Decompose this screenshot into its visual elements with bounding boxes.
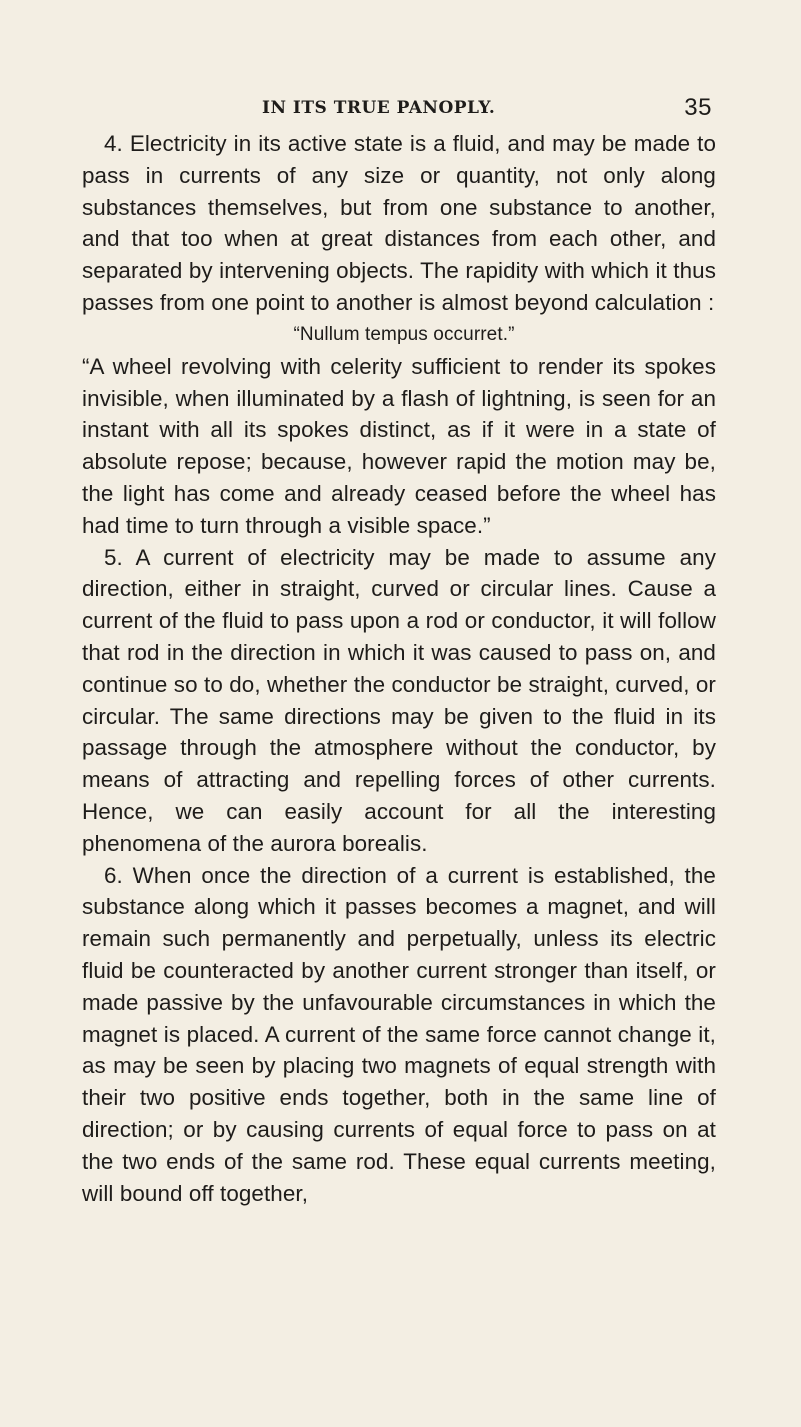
page-number: 35	[684, 94, 712, 121]
paragraph-6: 6. When once the direction of a current is established, the substance along which it passes becomes a magnet, and will remain such permanently and perpetually, unless its electric fluid be counteracted by another current stronger than itself, or made passive by the unfavourable circumstances in which the magnet is placed. A current of the same force cannot change it, as may be seen by placing two magnets of equal strength with their two positive ends together, both in the same line of direction; or by causing currents of equal force to pass on at the two ends of the same rod. These equal currents meeting, will bound off together,	[82, 862, 716, 1206]
running-title: IN ITS TRUE PANOPLY.	[262, 98, 496, 118]
paragraph-5: 5. A current of electricity may be made to assume any direction, either in straight, curved or circular lines. Cause a current of the fluid to pass upon a rod or conductor, it will follow that rod in the direction in which it was caused to pass on, and continue so to do, whether the conductor be straight, curved, or circular. The same directions may be given to the fluid in its passage through the atmosphere without the conductor, by means of attracting and repelling forces of other currents. Hence, we can easily account for all the interesting phenomena of the aurora borealis.	[82, 544, 716, 856]
latin-quote: “Nullum tempus occurret.”	[293, 323, 515, 345]
body-text	[82, 128, 716, 1209]
paragraph-4: 4. Electricity in its active state is a fluid, and may be made to pass in currents of any size or quantity, not only along substances themselves, but from one substance to another, and that too when at great distances from each other, and separated by intervening objects. The rapidity with which it thus passes from one point to another is almost beyond calculation :	[82, 131, 716, 315]
wheel-quote-paragraph: “A wheel revolving with celerity sufficient to render its spokes invisible, when illuminated by a flash of lightning, is seen for an instant with all its spokes distinct, as if it were in a state of absolute repose; because, however rapid the motion may be, the light has come and already ceased before the wheel has had time to turn through a visible space.”	[82, 353, 716, 538]
running-header	[82, 96, 712, 126]
